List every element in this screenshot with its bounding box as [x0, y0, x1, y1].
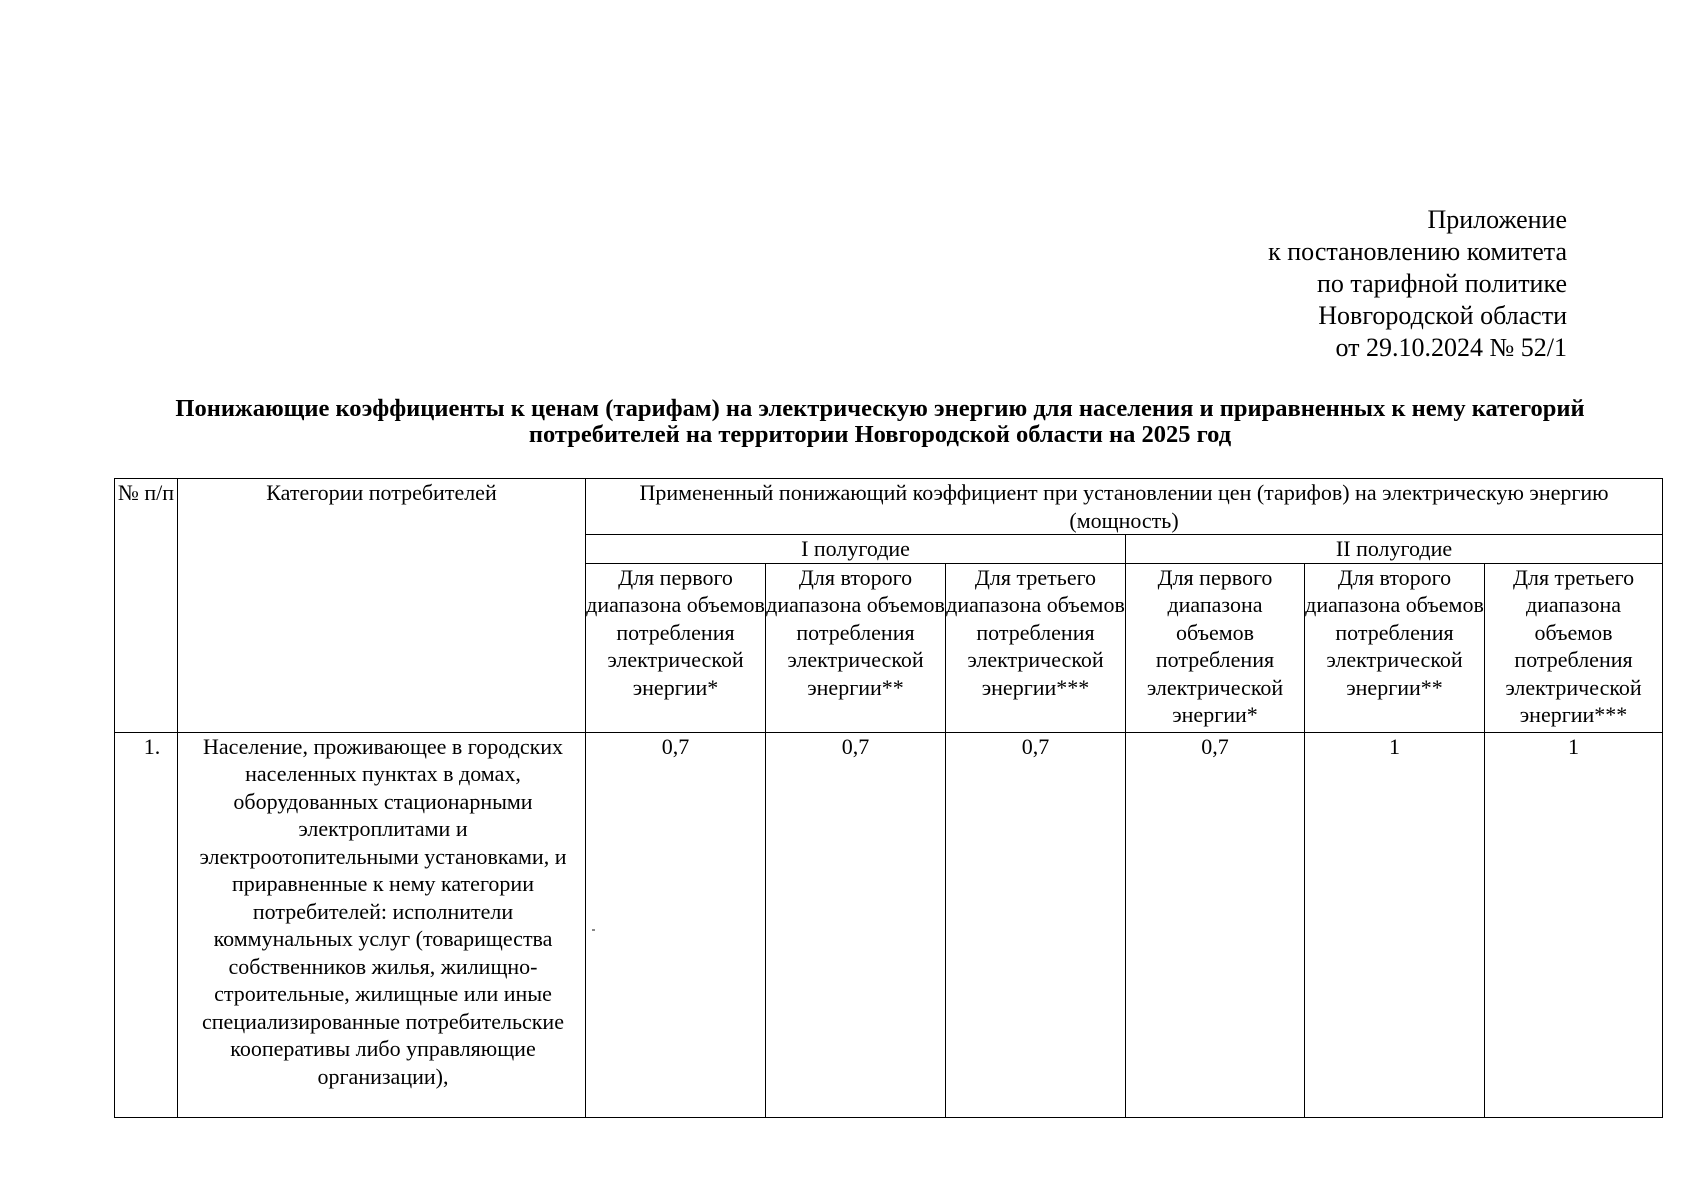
- coefficients-table: [114, 478, 1663, 1118]
- header-number: № п/п: [115, 479, 178, 733]
- row-value: 0,7: [766, 732, 946, 1117]
- header-range: Для второго диапазона объемов потребления электрической энергии**: [766, 563, 946, 732]
- appendix-line: к постановлению комитета: [1268, 237, 1567, 266]
- appendix-line: Новгородской области: [1318, 301, 1567, 330]
- row-category: Население, проживающее в городских населенных пунктах в домах, оборудованных стационарными электроплитами и электроотопительными установками, и приравненные к нему категории потребителей: исполнители коммунальных услуг (товарищества собственников жилья, жилищно-строительные, жилищные или иные специализированные потребительские кооперативы либо управляющие организации),: [178, 732, 586, 1117]
- header-coefficient: Примененный понижающий коэффициент при установлении цен (тарифов) на электрическую энергию (мощность): [586, 479, 1663, 535]
- scan-speck: [592, 929, 595, 931]
- header-range: Для третьего диапазона объемов потребления электрической энергии***: [1485, 563, 1663, 732]
- header-category: Категории потребителей: [178, 479, 586, 733]
- header-half-year-2: II полугодие: [1126, 535, 1663, 564]
- row-value: 1: [1485, 732, 1663, 1117]
- header-range: Для второго диапазона объемов потребления электрической энергии**: [1305, 563, 1485, 732]
- row-value: 0,7: [946, 732, 1126, 1117]
- row-value: 0,7: [1126, 732, 1305, 1117]
- appendix-line: по тарифной политике: [1317, 269, 1567, 298]
- header-range: Для первого диапазона объемов потребления электрической энергии*: [1126, 563, 1305, 732]
- row-value: 1: [1305, 732, 1485, 1117]
- appendix-line: от 29.10.2024 № 52/1: [1335, 333, 1567, 362]
- header-range: Для первого диапазона объемов потребления электрической энергии*: [586, 563, 766, 732]
- table-header-row: [115, 479, 1663, 535]
- document-title: Понижающие коэффициенты к ценам (тарифам) на электрическую энергию для населения и приравненных к нему категорий потребителей на территории Новгородской области на 2025 год: [175, 395, 1585, 448]
- appendix-block: [1268, 204, 1567, 364]
- header-range: Для третьего диапазона объемов потребления электрической энергии***: [946, 563, 1126, 732]
- row-number: 1.: [115, 732, 178, 1117]
- row-value: 0,7: [586, 732, 766, 1117]
- table-row: [115, 732, 1663, 1117]
- header-half-year-1: I полугодие: [586, 535, 1126, 564]
- appendix-line: Приложение: [1427, 205, 1567, 234]
